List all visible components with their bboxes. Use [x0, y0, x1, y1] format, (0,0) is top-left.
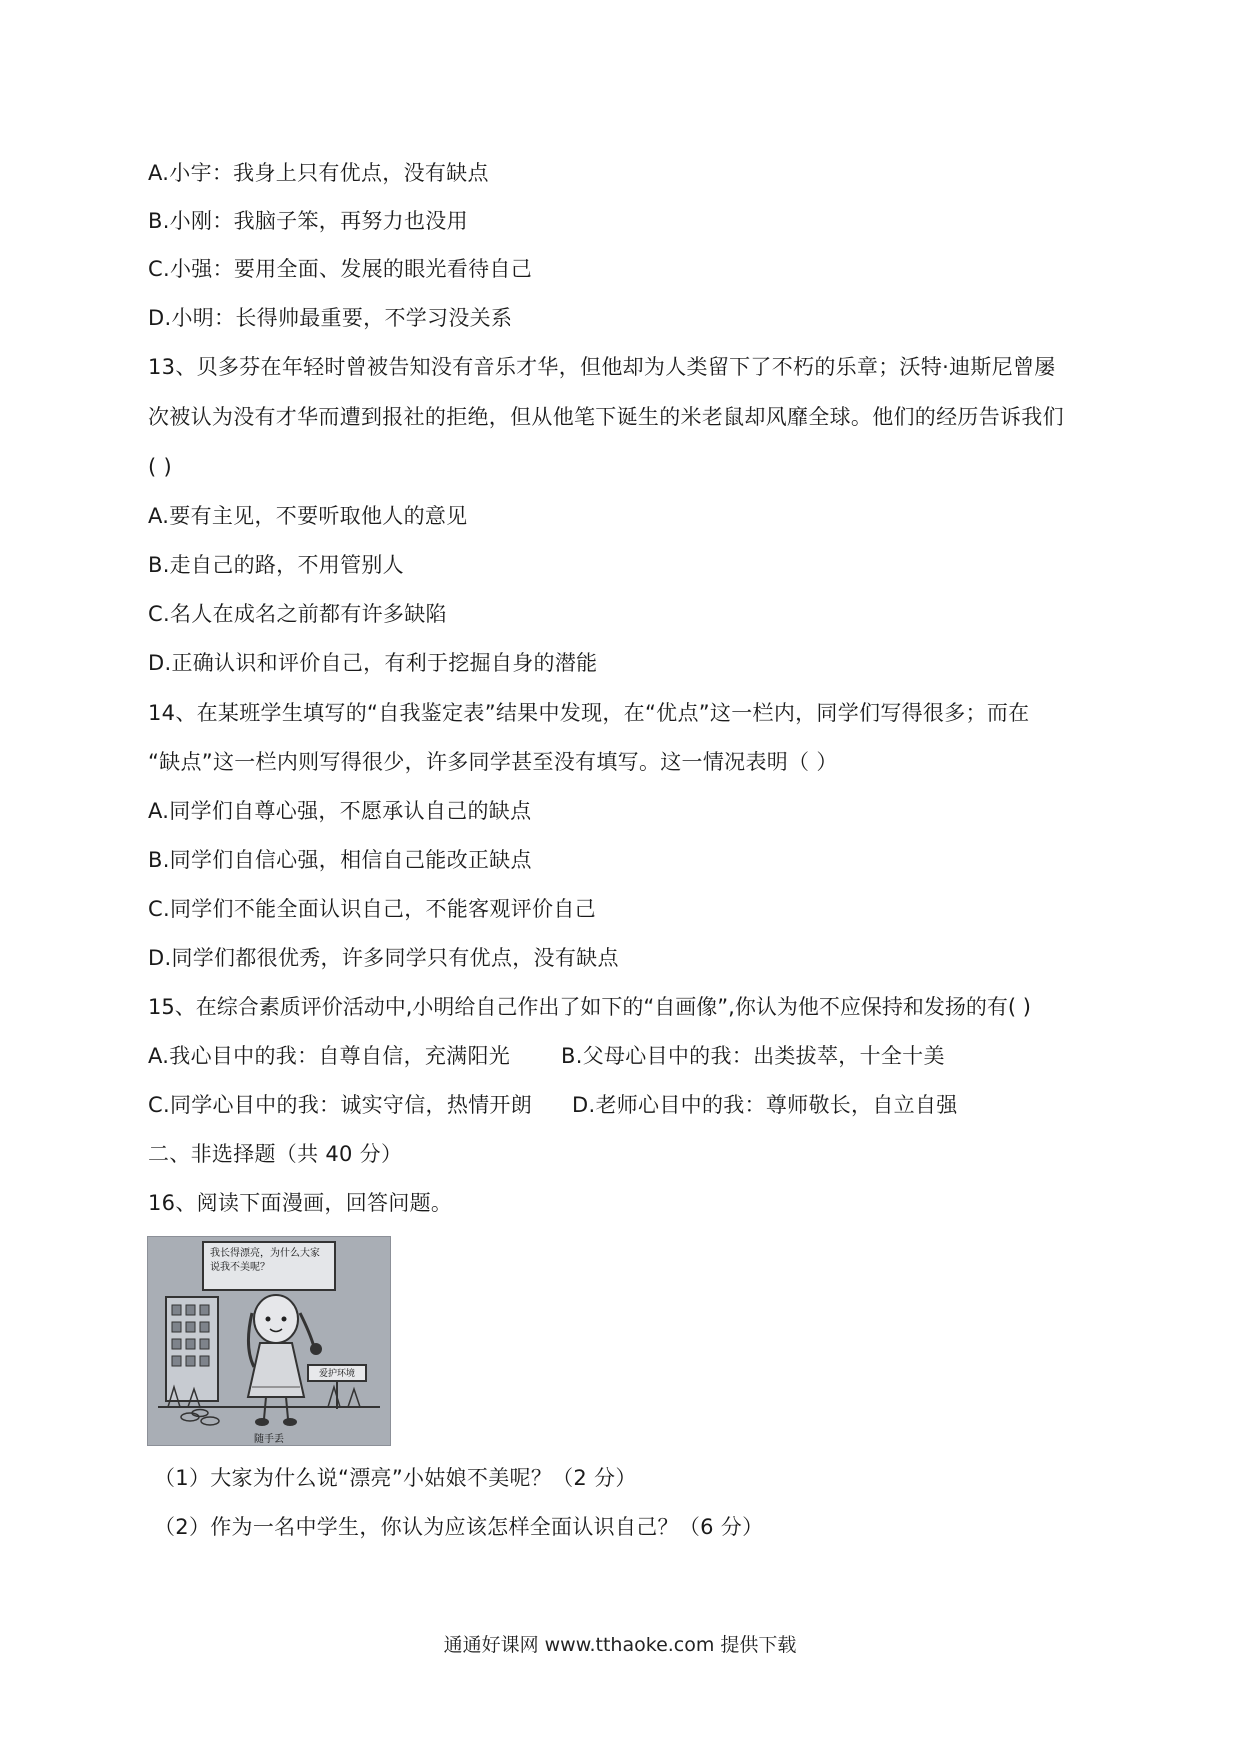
q14-option-d: D.同学们都很优秀，许多同学只有优点，没有缺点 — [148, 946, 619, 970]
q14-stem-line2: “缺点”这一栏内则写得很少，许多同学甚至没有填写。这一情况表明（ ） — [148, 750, 838, 774]
q13-option-c: C.名人在成名之前都有许多缺陷 — [148, 602, 447, 626]
q13-stem-line2: 次被认为没有才华而遭到报社的拒绝，但从他笔下诞生的米老鼠却风靡全球。他们的经历告诉我们 — [148, 405, 1064, 429]
q13-answer-bracket: ( ) — [148, 455, 172, 479]
q13-option-a: A.要有主见，不要听取他人的意见 — [148, 504, 468, 528]
q15-option-d: D.老师心目中的我：尊师敬长，自立自强 — [572, 1093, 958, 1117]
q14-stem-line1: 14、在某班学生填写的“自我鉴定表”结果中发现，在“优点”这一栏内，同学们写得很多；而在 — [148, 701, 1030, 725]
cartoon-image — [147, 1236, 391, 1446]
q16-stem: 16、阅读下面漫画，回答问题。 — [148, 1191, 453, 1215]
q14-option-a: A.同学们自尊心强，不愿承认自己的缺点 — [148, 799, 532, 823]
q15-stem: 15、在综合素质评价活动中,小明给自己作出了如下的“自画像”,你认为他不应保持和发扬的有( ) — [148, 995, 1031, 1019]
q13-stem-line1: 13、贝多芬在年轻时曾被告知没有音乐才华，但他却为人类留下了不朽的乐章；沃特·迪斯尼曾屡 — [148, 355, 1056, 379]
q12-option-b: B.小刚：我脑子笨，再努力也没用 — [148, 209, 468, 233]
footer-source: 通通好课网 www.tthaoke.com 提供下载 — [443, 1634, 797, 1656]
cartoon-sign-text: 爱护环境 — [318, 1369, 355, 1379]
q13-option-b: B.走自己的路，不用管别人 — [148, 553, 404, 577]
q14-option-c: C.同学们不能全面认识自己，不能客观评价自己 — [148, 897, 596, 921]
q13-option-d: D.正确认识和评价自己，有利于挖掘自身的潜能 — [148, 651, 598, 675]
q12-option-c: C.小强：要用全面、发展的眼光看待自己 — [148, 257, 533, 281]
q15-option-c: C.同学心目中的我：诚实守信，热情开朗 — [148, 1093, 533, 1117]
q12-option-d: D.小明：长得帅最重要，不学习没关系 — [148, 306, 513, 330]
q15-option-b: B.父母心目中的我：出类拔萃，十全十美 — [561, 1044, 945, 1068]
speech-bubble: 我长得漂亮，为什么大家说我不美呢？ — [202, 1241, 336, 1291]
q16-subquestion-1: （1）大家为什么说“漂亮”小姑娘不美呢？（2 分） — [154, 1466, 637, 1490]
section-heading: 二、非选择题（共 40 分） — [148, 1142, 403, 1166]
q15-option-a: A.我心目中的我：自尊自信，充满阳光 — [148, 1044, 511, 1068]
cartoon-caption: 随手丢 — [254, 1434, 284, 1445]
q14-option-b: B.同学们自信心强，相信自己能改正缺点 — [148, 848, 532, 872]
q16-subquestion-2: （2）作为一名中学生，你认为应该怎样全面认识自己？（6 分） — [154, 1515, 764, 1539]
q12-option-a: A.小宇：我身上只有优点，没有缺点 — [148, 161, 489, 185]
